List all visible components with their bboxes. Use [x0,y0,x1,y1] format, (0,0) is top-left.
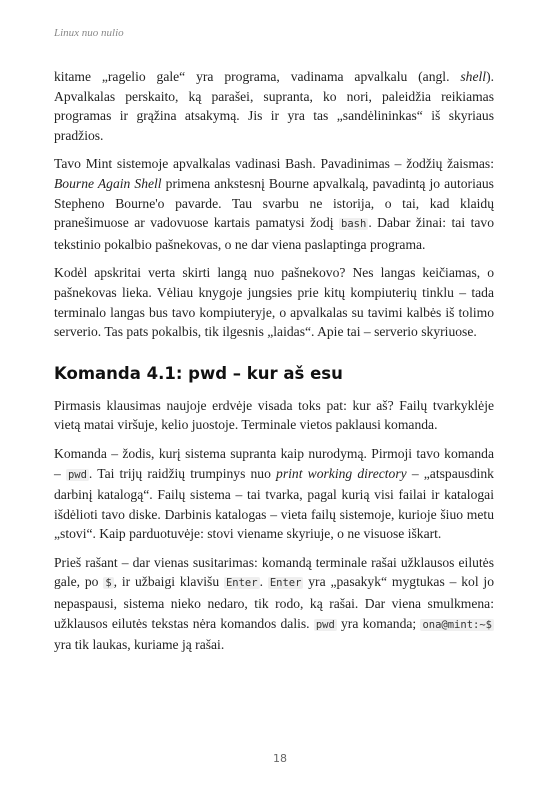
paragraph-shell-intro [54,67,494,145]
inline-code: pwd [315,618,335,631]
paragraph-pwd [54,444,494,544]
page-body [54,67,494,664]
page-number: 18 [273,752,287,765]
inline-code: Enter [269,577,302,590]
text: , ir užbaigi klavišu [113,574,224,590]
section-heading: Komanda 4.1: pwd – kur aš esu [54,363,343,383]
paragraph-where-am-i [54,396,494,435]
text: primena ankstesnį Bourne apvalkalą, pavadintą jo autoriaus Stepheno Bourne'o pavarde. Tau svarbu ne istorija, o tai, kad klaidų pranešimuose ar vadovuose kartais pamatysi žodį [54,175,494,231]
inline-code: Enter [225,577,258,590]
italic-term: Bourne Again Shell [54,175,162,191]
text: yra komanda; [336,615,421,631]
inline-code: $ [105,577,112,590]
inline-code: bash [341,218,367,231]
italic-term: shell [460,69,487,84]
text: ). Apvalkalas perskaito, ką parašei, supranta, ko nori, paleidžia reikiamas programas ir grąžina atsakymą. Jis ir yra tas „sandėlininkas“ iš skyriaus pradžios. [54,69,494,143]
text: Komanda – žodis, kurį sistema supranta kaip nurodymą. Pirmoji tavo komanda – [54,445,494,481]
text: . Dabar žinai: tai tavo tekstinio pokalbio pašnekovas, o ne dar viena paslaptinga programa. [54,215,494,252]
italic-term: print working directory [276,465,407,481]
text: yra „pasakyk“ mygtukas – kol jo nepaspausi, sistema nieko nedaro, tik rodo, ką rašai. Dar viena smulkmena: užklausos eilutės tekstas nėra komandos dalis. [54,574,495,631]
paragraph-bash [54,154,494,254]
running-header: Linux nuo nulio [54,27,124,39]
paragraph-prompt [54,553,494,655]
text: – „atspausdink darbinį katalogą“. Failų sistema – tai tvarka, pagal kurią visi failai ir katalogai išdėlioti tavo diske. Darbinis katalogas – vieta failų sistemoje, kurioje šiuo metu „stovi“. Kaip parduotuvėje: stovi viename skyriuje, o ne visuose iškart. [54,465,494,542]
paragraph-why-separate [54,263,494,341]
text: Pirmasis klausimas naujoje erdvėje visada toks pat: kur aš? Failų tvarkyklėje vietą matai viršuje, kelio juostoje. Terminale vietos paklausi komanda. [54,397,494,433]
text: Prieš rašant – dar vienas susitarimas: komandą terminale rašai užklausos eilutės gale, po [54,554,494,590]
text: . Tai trijų raidžių trumpinys nuo [88,465,277,481]
text: kitame „ragelio gale“ yra programa, vadinama apvalkalu (angl. [54,69,461,84]
inline-code: ona@mint:~$ [422,618,492,631]
text: . [259,574,268,590]
text: yra tik laukas, kuriame ją rašai. [54,637,225,653]
text: Kodėl apskritai verta skirti langą nuo pašnekovo? Nes langas keičiamas, o pašnekovas lieka. Vėliau knygoje jungsies prie kitų kompiuterių tinklu – tada terminalo langas bus tavo kompiuteryje, o apvalkalas su tavimi kalbės iš tolimo serverio. Tas pats pokalbis, tik ilgesnis „laidas“. Apie tai – serverio skyriuose. [54,265,494,340]
inline-code: pwd [67,468,87,481]
text: Tavo Mint sistemoje apvalkalas vadinasi Bash. Pavadinimas – žodžių žaismas: [54,156,494,172]
